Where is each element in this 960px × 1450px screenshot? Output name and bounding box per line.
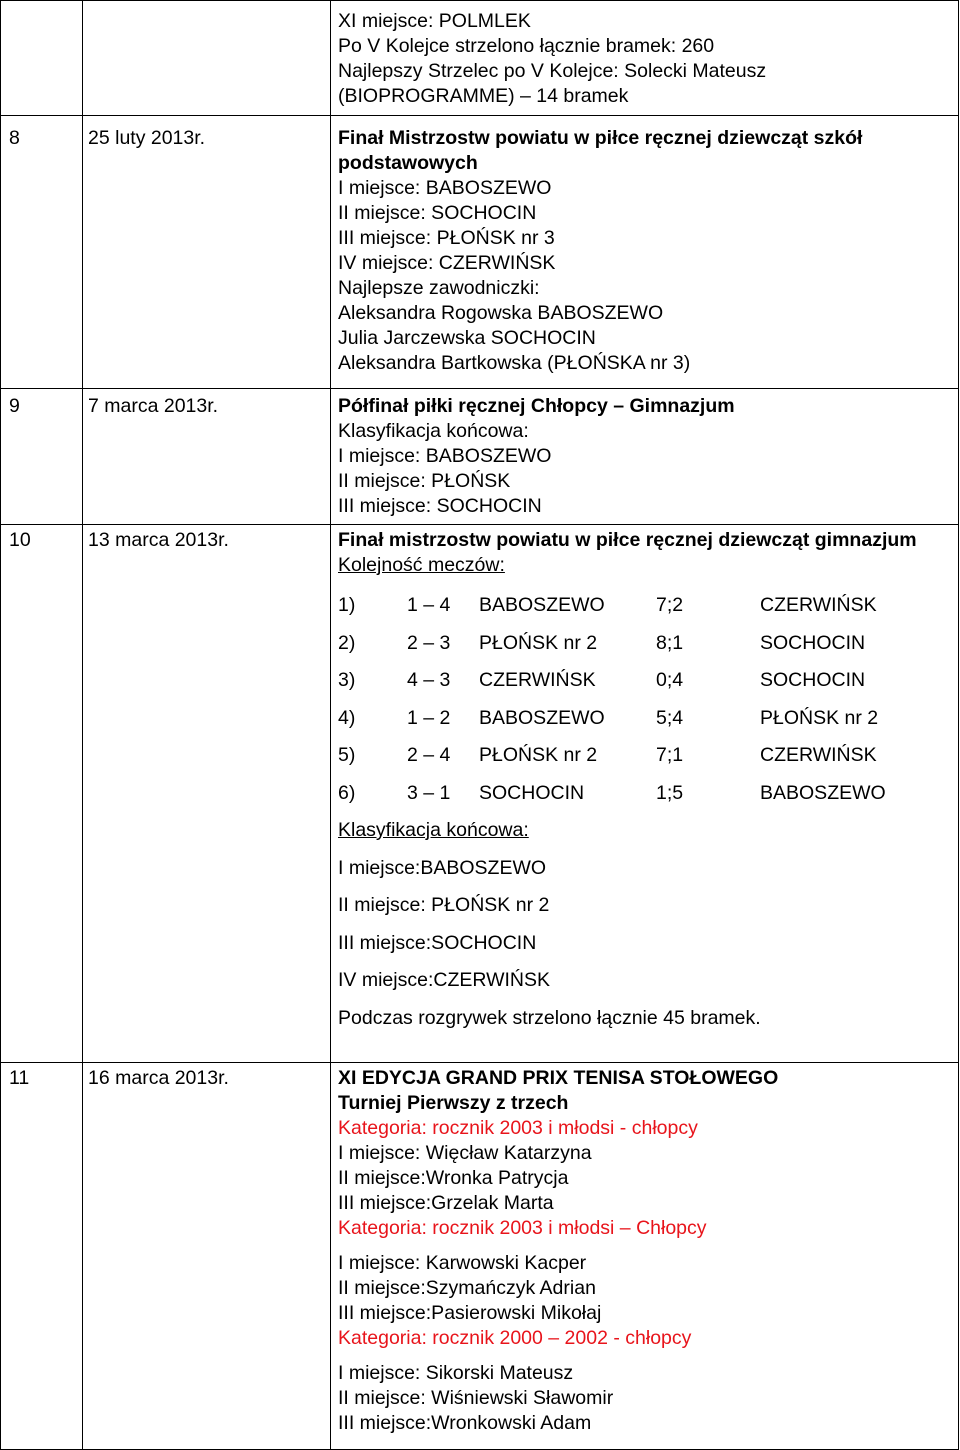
result-line: III miejsce: PŁOŃSK nr 3 bbox=[338, 227, 555, 249]
match-home-team: SOCHOCIN bbox=[479, 781, 585, 804]
result-line: XI miejsce: POLMLEK bbox=[338, 10, 531, 32]
result-line: Najlepszy Strzelec po V Kolejce: Solecki Mateusz bbox=[338, 60, 767, 82]
match-number: 5) bbox=[338, 744, 356, 766]
row-number bbox=[1, 1, 83, 116]
row-date bbox=[83, 1, 331, 116]
result-line: II miejsce: PŁOŃSK bbox=[338, 470, 511, 492]
table-row bbox=[1, 525, 959, 1063]
match-pairing: 4 – 3 bbox=[407, 669, 451, 691]
result-line: Aleksandra Bartkowska (PŁOŃSKA nr 3) bbox=[338, 352, 691, 374]
match-pairing: 1 – 4 bbox=[407, 594, 451, 616]
result-line: II miejsce:Wronka Patrycja bbox=[338, 1167, 569, 1189]
row-content bbox=[331, 525, 959, 1063]
result-line: III miejsce:Grzelak Marta bbox=[338, 1192, 554, 1214]
event-title: Finał mistrzostw powiatu w piłce ręcznej dziewcząt gimnazjum bbox=[338, 529, 917, 551]
category-label: Kategoria: rocznik 2003 i młodsi – Chłopcy bbox=[338, 1217, 707, 1239]
row-number: 11 bbox=[1, 1063, 83, 1450]
match-score: 5;4 bbox=[656, 706, 684, 729]
match-pairing: 2 – 4 bbox=[407, 744, 451, 766]
result-line: II miejsce:Szymańczyk Adrian bbox=[338, 1277, 596, 1299]
table-row bbox=[1, 116, 959, 389]
result-line: III miejsce: SOCHOCIN bbox=[338, 495, 542, 517]
match-away-team: CZERWIŃSK bbox=[760, 594, 877, 616]
match-number: 2) bbox=[338, 631, 356, 654]
classification-label: Klasyfikacja końcowa: bbox=[338, 819, 529, 841]
event-title: Finał Mistrzostw powiatu w piłce ręcznej dziewcząt szkół podstawowych bbox=[338, 127, 863, 174]
result-line: I miejsce: BABOSZEWO bbox=[338, 177, 552, 199]
match-order-label: Kolejność meczów: bbox=[338, 554, 505, 576]
result-line: IV miejsce:CZERWIŃSK bbox=[338, 969, 551, 991]
match-row bbox=[338, 625, 952, 663]
match-row bbox=[338, 737, 952, 775]
match-score: 8;1 bbox=[656, 631, 684, 654]
result-line: III miejsce:Wronkowski Adam bbox=[338, 1412, 592, 1434]
match-number: 1) bbox=[338, 594, 356, 616]
result-line: Najlepsze zawodniczki: bbox=[338, 277, 540, 299]
goals-summary: Podczas rozgrywek strzelono łącznie 45 bramek. bbox=[338, 1006, 761, 1029]
match-row bbox=[338, 662, 952, 700]
row-content bbox=[331, 1063, 959, 1450]
row-date: 25 luty 2013r. bbox=[83, 116, 331, 389]
match-score: 7;2 bbox=[656, 594, 684, 616]
match-home-team: CZERWIŃSK bbox=[479, 669, 596, 691]
result-line: Aleksandra Rogowska BABOSZEWO bbox=[338, 302, 664, 324]
result-line: (BIOPROGRAMME) – 14 bramek bbox=[338, 85, 629, 107]
match-score: 1;5 bbox=[656, 781, 684, 804]
match-number: 6) bbox=[338, 781, 356, 804]
result-line: I miejsce: Sikorski Mateusz bbox=[338, 1362, 574, 1384]
result-line: Julia Jarczewska SOCHOCIN bbox=[338, 327, 596, 349]
match-pairing: 3 – 1 bbox=[407, 781, 451, 804]
result-line: I miejsce: Karwowski Kacper bbox=[338, 1252, 587, 1274]
match-away-team: CZERWIŃSK bbox=[760, 744, 877, 766]
row-date: 13 marca 2013r. bbox=[83, 525, 331, 1063]
row-content bbox=[331, 389, 959, 525]
result-line: I miejsce: Więcław Katarzyna bbox=[338, 1142, 592, 1164]
match-row bbox=[338, 700, 952, 738]
row-number: 10 bbox=[1, 525, 83, 1063]
match-pairing: 2 – 3 bbox=[407, 631, 451, 654]
result-line: I miejsce: BABOSZEWO bbox=[338, 445, 552, 467]
spacer bbox=[338, 1351, 952, 1361]
match-home-team: PŁOŃSK nr 2 bbox=[479, 744, 598, 766]
row-content bbox=[331, 1, 959, 116]
result-line: II miejsce: Wiśniewski Sławomir bbox=[338, 1387, 614, 1409]
spacer bbox=[338, 1241, 952, 1251]
match-number: 4) bbox=[338, 706, 356, 729]
row-number: 8 bbox=[1, 116, 83, 389]
match-row bbox=[338, 587, 952, 625]
result-line: III miejsce:Pasierowski Mikołaj bbox=[338, 1302, 602, 1324]
match-home-team: PŁOŃSK nr 2 bbox=[479, 631, 598, 654]
result-line: II miejsce: SOCHOCIN bbox=[338, 202, 537, 224]
row-date: 7 marca 2013r. bbox=[83, 389, 331, 525]
category-label: Kategoria: rocznik 2003 i młodsi - chłopcy bbox=[338, 1117, 698, 1139]
row-content bbox=[331, 116, 959, 389]
match-away-team: PŁOŃSK nr 2 bbox=[760, 706, 879, 729]
row-number: 9 bbox=[1, 389, 83, 525]
match-home-team: BABOSZEWO bbox=[479, 594, 605, 616]
table-row bbox=[1, 1, 959, 116]
result-line: III miejsce:SOCHOCIN bbox=[338, 931, 537, 954]
match-score: 7;1 bbox=[656, 744, 684, 766]
match-away-team: BABOSZEWO bbox=[760, 781, 886, 804]
match-number: 3) bbox=[338, 669, 356, 691]
match-score: 0;4 bbox=[656, 669, 684, 691]
event-subtitle: Turniej Pierwszy z trzech bbox=[338, 1092, 569, 1114]
match-away-team: SOCHOCIN bbox=[760, 669, 866, 691]
match-row bbox=[338, 775, 952, 813]
match-away-team: SOCHOCIN bbox=[760, 631, 866, 654]
category-label: Kategoria: rocznik 2000 – 2002 - chłopcy bbox=[338, 1327, 692, 1349]
result-line: II miejsce: PŁOŃSK nr 2 bbox=[338, 894, 550, 916]
table-row bbox=[1, 1063, 959, 1450]
match-home-team: BABOSZEWO bbox=[479, 706, 605, 729]
result-line: I miejsce:BABOSZEWO bbox=[338, 856, 547, 879]
result-line: Klasyfikacja końcowa: bbox=[338, 420, 529, 442]
event-title: Półfinał piłki ręcznej Chłopcy – Gimnazjum bbox=[338, 395, 735, 417]
match-pairing: 1 – 2 bbox=[407, 706, 451, 729]
final-classification bbox=[338, 812, 952, 1037]
result-line: IV miejsce: CZERWIŃSK bbox=[338, 252, 556, 274]
event-title: XI EDYCJA GRAND PRIX TENISA STOŁOWEGO bbox=[338, 1067, 779, 1089]
result-line: Po V Kolejce strzelono łącznie bramek: 260 bbox=[338, 35, 715, 57]
row-date: 16 marca 2013r. bbox=[83, 1063, 331, 1450]
table-row bbox=[1, 389, 959, 525]
match-list bbox=[338, 587, 952, 812]
